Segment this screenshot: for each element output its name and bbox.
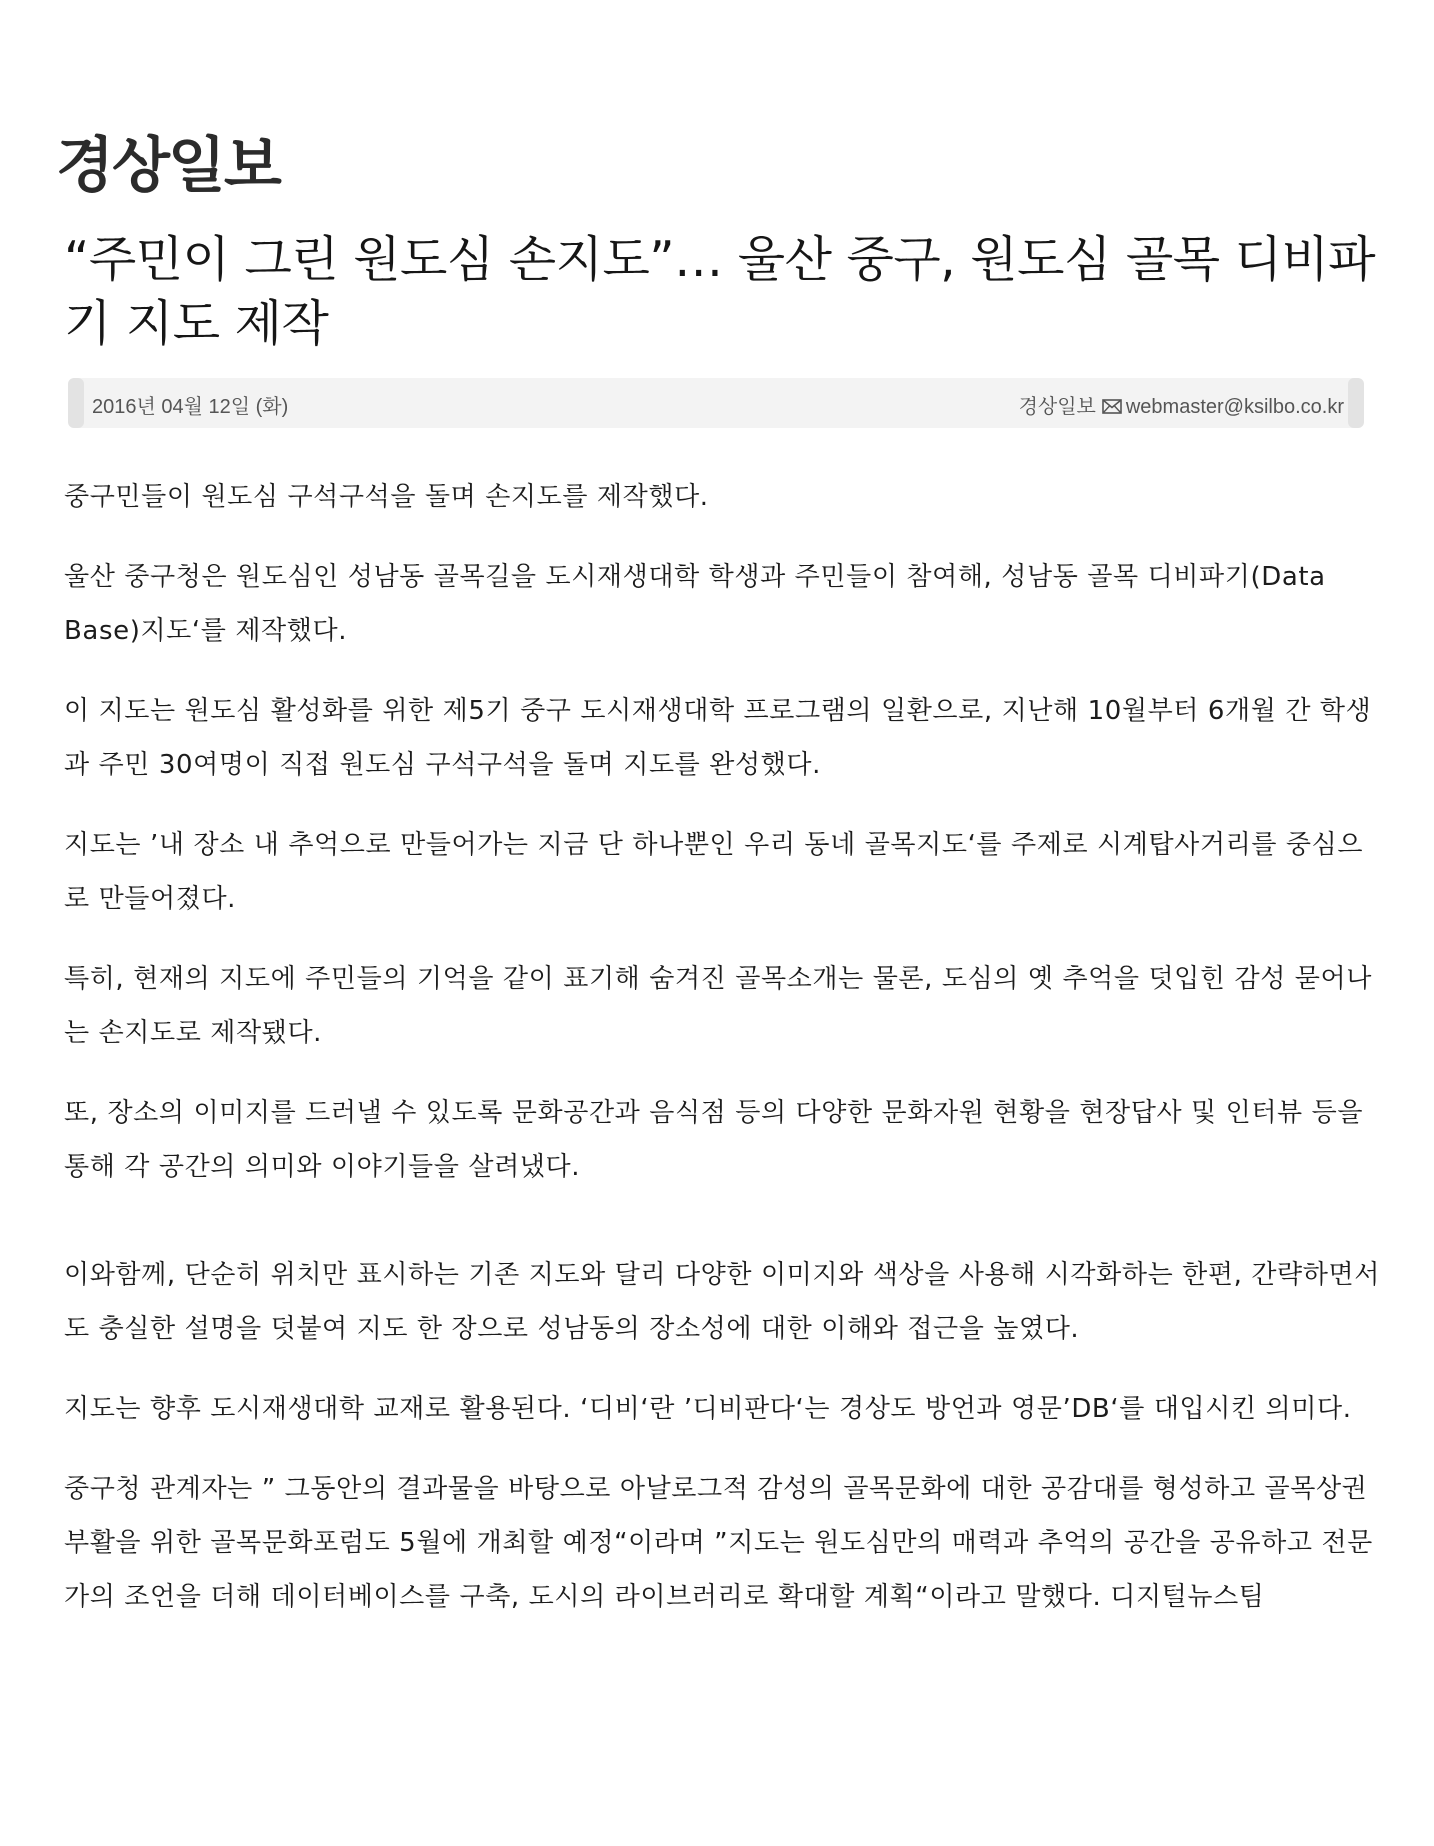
article-paragraph: 지도는 향후 도시재생대학 교재로 활용된다. ‘디비‘란 ’디비판다‘는 경상도 방언과 영문’DB‘를 대입시킨 의미다. xyxy=(64,1394,1352,1424)
article-paragraph: 울산 중구청은 원도심인 성남동 골목길을 도시재생대학 학생과 주민들이 참여해, 성남동 골목 디비파기(Data Base)지도‘를 제작했다. xyxy=(64,562,1326,646)
article-body xyxy=(64,470,1384,1650)
article-meta-bar xyxy=(70,378,1362,428)
article-paragraph: 중구청 관계자는 ” 그동안의 결과물을 바탕으로 아날로그적 감성의 골목문화에 대한 공감대를 형성하고 골목상권 부활을 위한 골목문화포럼도 5월에 개최할 예정“이라며 ”지도는 원도심만의 매력과 추억의 공간을 공유하고 전문가의 조언을 더해 데이터베이스를 구축, 도시의 라이브러리로 확대할 계획“이라고 말했다. 디지털뉴스팀 xyxy=(64,1474,1373,1612)
meta-bar-right-cap xyxy=(1348,378,1364,428)
publish-date: 2016년 04월 12일 (화) xyxy=(92,396,289,418)
byline xyxy=(1019,390,1344,419)
article-paragraph: 특히, 현재의 지도에 주민들의 기억을 같이 표기해 숨겨진 골목소개는 물론, 도심의 옛 추억을 덧입힌 감성 묻어나는 손지도로 제작됐다. xyxy=(64,964,1372,1048)
article-paragraph: 또, 장소의 이미지를 드러낼 수 있도록 문화공간과 음식점 등의 다양한 문화자원 현황을 현장답사 및 인터뷰 등을 통해 각 공간의 의미와 이야기들을 살려냈다. xyxy=(64,1098,1364,1182)
article-paragraph: 이 지도는 원도심 활성화를 위한 제5기 중구 도시재생대학 프로그램의 일환으로, 지난해 10월부터 6개월 간 학생과 주민 30여명이 직접 원도심 구석구석을 돌며 지도를 완성했다. xyxy=(64,696,1372,780)
article-paragraph: 중구민들이 원도심 구석구석을 돌며 손지도를 제작했다. xyxy=(64,482,709,512)
newspaper-logo: 경상일보 xyxy=(56,131,280,201)
article-paragraph: 이와함께, 단순히 위치만 표시하는 기존 지도와 달리 다양한 이미지와 색상을 사용해 시각화하는 한편, 간략하면서도 충실한 설명을 덧붙여 지도 한 장으로 성남동의 장소성에 대한 이해와 접근을 높였다. xyxy=(64,1260,1380,1344)
envelope-icon xyxy=(1102,399,1122,414)
source-name: 경상일보 xyxy=(1018,396,1096,418)
email-link[interactable]: webmaster@ksilbo.co.kr xyxy=(1125,396,1344,418)
article-headline: “주민이 그린 원도심 손지도”… 울산 중구, 원도심 골목 디비파기 지도 제작 xyxy=(64,231,1376,352)
meta-bar-left-cap xyxy=(68,378,84,428)
article-paragraph: 지도는 ’내 장소 내 추억으로 만들어가는 지금 단 하나뿐인 우리 동네 골목지도‘를 주제로 시계탑사거리를 중심으로 만들어졌다. xyxy=(64,830,1364,914)
